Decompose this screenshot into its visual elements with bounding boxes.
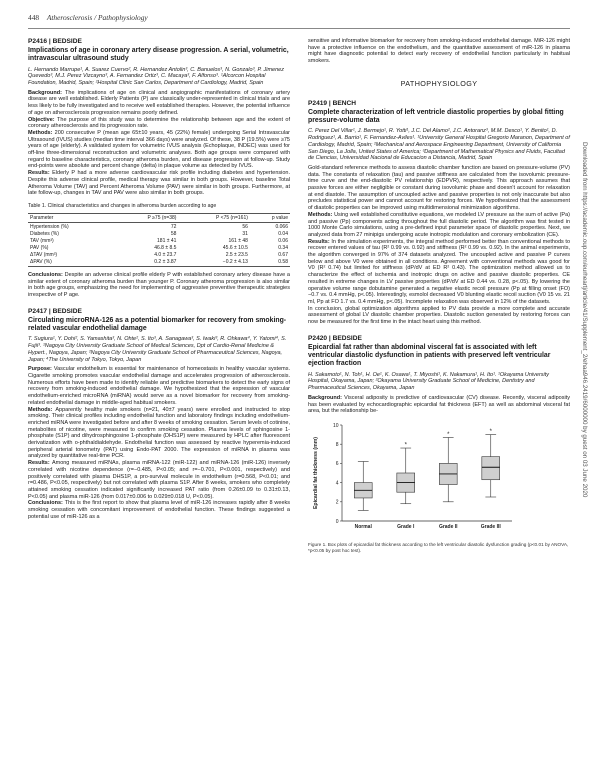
y-tick-label: 4 <box>335 480 339 487</box>
table-cell: Diabetes (%) <box>30 230 59 237</box>
right-column <box>308 38 570 563</box>
box <box>482 457 500 480</box>
x-tick-label: Grade III <box>480 523 501 530</box>
x-tick-label: Normal <box>354 523 372 530</box>
table-cell: PAV (%) <box>30 245 49 252</box>
abstract-paragraph: In conclusion, global optimization algorithms applied to PV data provide a more complete and accurate assessment of global LV diastolic chamber properties. Diastolic suction generated by restoring forces can now be measured for the first time in the intact heart using this method. <box>308 305 570 326</box>
table-cell: 46.8 ± 8.5 <box>154 245 177 252</box>
y-tick-label: 8 <box>335 441 339 448</box>
table-cell: 45.6 ± 10.5 <box>222 245 248 252</box>
abstract-p2417 <box>28 308 290 521</box>
table-cell: Hypertension (%) <box>30 223 69 230</box>
abstract-paragraph: Results: In the simulation experiments, the integral method performed better than conventional methods to recover entered values of tau (R² 0.99 vs. 0.92) and stiffness (R² 0.99 vs. 0.92). In the animal experiments, the algorithm converged in 97% of 374 datasets analyzed. The uncoupled active and passive P curves below and above V0 were obtained in all conditions. Agreement with conventional methods was good for V0 (R² 0.74) but limited for stiffness (dP/dV at ED R² 0.43). The optimization method allowed us to characterize the effect of ischemia and inotropic drugs on active and passive diastolic properties. CE resulted in extreme changes in LV passive properties (dP/dV at ED 0.44 vs. 0.28, p<.05). By lowering the operative volume range dobutamine generated a negative elastic recoil pressure (Pp at filling onset (FO) −0.7 vs. 0.4 mmHg, p<.05). Interestingly, esmolol decreased V0 blunting elastic recoil suction (V0 15 vs. 21 ml, Pp at FO 1.7 vs. 0.4 mmHg, p<.05). Incomplete relaxation was observed in 12% of the datasets. <box>308 238 571 305</box>
clinical-table <box>28 213 290 267</box>
epicardial-fat-boxplot <box>308 419 518 537</box>
table-row <box>28 259 290 267</box>
left-column <box>28 38 290 529</box>
table-row <box>28 237 290 244</box>
y-tick-label: 0 <box>335 518 339 525</box>
table-caption: Table 1. Clinical characteristics and changes in atheroma burden according to age <box>28 202 217 209</box>
table-cell: 4.0 ± 23.7 <box>154 252 177 259</box>
table-cell: 72 <box>170 223 177 230</box>
table-cell: 56 <box>242 223 248 230</box>
abstract-paragraph: Results: Among measured miRNAs, plasma miRNA-122 (miR-122) and miRNA-126 (miR-126) inversely correlated with nicotine dependence (r=−0.485, P<0.05; and r=−0.701, P<0.001, respectively) and positively correlated with plasma DHS1P, a pro-survival molecule in endothelium (r=0.568, P<0.01; and r=0.486, P<0.05, respectively) but not correlated with plasma S1P. After 8 weeks, smokers who completely attained smoking cessation indicated significantly increased PAT ratio (from 0.26±0.09 to 0.31±0.13, P<0.05) and plasma miR-126 (from 0.017±0.006 to 0.029±0.018 U, P<0.05). <box>28 460 290 500</box>
table-cell: 0.066 <box>275 223 288 230</box>
table-cell: TAV (mm³) <box>30 237 54 244</box>
abstract-paragraph: Methods: Apparently healthy male smokers (n=21, 40±7 years) were enrolled and instructed to stop smoking. Their clinical profiles including endothelial function and laboratory findings including endothelium-enriched miRNA were investigated before and after 8 weeks of smoking cessation. Serum levels of cotinine, metabolites of nicotine, were measured to confirm smoking cessation. Plasma levels of sphingosine 1-phosphate (S1P) and dihydrosphingosine 1-phosphate (DHS1P) were measured by HPLC after fluorescent derivatization with o-phthaldialdehyde. Endothelial function was assessed by reactive hyperemia-induced peripheral arterial tonometry (PAT) using Endo-PAT 2000. The expression of miRNA in plasma was analyzed by quantitative real-time PCR. <box>28 406 290 460</box>
table-cell: 0.34 <box>278 245 288 252</box>
abstract-paragraph: Methods: Using well established constitutive equations, we modeled LV pressure as the sum of active (Pa) and passive (Pp) components acting throughout the full diastolic period. The algorithm was first tested in 1000 Monte Carlo simulations, using a pre-defined input parameter space of diastolic properties. Next, we analyzed data from 27 minipigs undergoing acute inotropic modulation and coronary embolization (CE). <box>308 211 570 238</box>
running-head <box>28 13 148 22</box>
table-cell: −0.2 ± 4.13 <box>178 259 249 267</box>
abstract-title: Circulating microRNA-126 as a potential biomarker for recovery from smoking-related vascular endothelial damage <box>28 316 287 333</box>
abstract-label: P2417 | BEDSIDE <box>28 307 82 315</box>
abstract-paragraph: Gold-standard reference methods to assess diastolic chamber function are based on pressure-volume (PV) data. The constants of relaxation (tau) and passive stiffness are calculated from the isovolumic pressure-time curve and the end-diastolic PV relationship (EDPVR), respectively. This approach assumes that passive forces are either negligible or constant during isovolumic phase and doesn't account for relaxation at end diastole. The assumption of uncoupled active and passive properties is not only inaccurate but also precludes statistical power and cannot account for restoring forces. We hypothesized that the assessment of diastolic properties can be improved using multidimensional minimization algorithms. <box>308 164 570 212</box>
x-tick-label: Grade I <box>397 523 415 530</box>
table-header-cell: P ≥75 (n=38) <box>113 213 179 222</box>
table-cell: 0.06 <box>278 237 288 244</box>
abstract-authors: L. Hernando Marrupe¹, A. Suarez Cuervo², R. Hernandez Antolin³, C. Banuelos³, N. Gonzalo³, P. Jimenez Quevedo³, M.J. Perez Vizcayno³, A. Fernandez Ortiz³, C. Macaya³, F. Alfonso³. ¹Alcorcon Hospital Foundation, Madrid, Spain; ²Hospital Clinic San Carlos, Department of Cardiology, Madrid, Spain <box>28 66 284 86</box>
significance-marker: * <box>489 429 492 436</box>
significance-marker: * <box>447 431 450 438</box>
table-row <box>28 230 290 237</box>
section-heading: PATHOPHYSIOLOGY <box>400 78 478 88</box>
abstract-p2420 <box>308 335 570 554</box>
table-cell: 0.58 <box>250 259 290 267</box>
abstract-paragraph: Objective: The purpose of this study was to determine the relationship between age and the extent of coronary atherosclerosis and its progression rate. <box>28 116 291 130</box>
table-cell: ΔPAV (%) <box>28 259 113 267</box>
table-header-cell: p value <box>250 213 290 222</box>
y-tick-label: 6 <box>335 461 339 468</box>
y-tick-label: 10 <box>332 422 339 429</box>
abstract-authors: H. Sakamoto¹, N. Toh¹, H. Oe¹, K. Osawa¹, T. Miyoshi¹, K. Nakamura¹, H. Ito¹. ¹Okayama University Hospital, Okayama, Japan; ²Okayama University Graduate School of Medicine, Dentistry and Pharmaceutical Sciences, Okayama, Japan <box>308 371 550 392</box>
abstract-paragraph: Conclusions: Despite an adverse clinical profile elderly P with established coronary artery disease have a similar extent of coronary atheroma burden than younger P. Coronary atheroma progression is also similar in both age groups, emphasizing the need for implementing of aggressive preventive therapeutic strategies irrespective of P age. <box>28 272 290 299</box>
abstract-p2416 <box>28 38 290 299</box>
table-cell: 181 ± 41 <box>157 237 177 244</box>
table-row <box>28 252 290 259</box>
continued-text: sensitive and informative biomarker for recovery from smoking-induced endothelial damage. MiR-126 might have a protective influence on the endothelium, and the quantitative assessment of miR-126 in plasma might have diagnostic potential to detect early recovery of endothelial function particularly in habitual smokers. <box>308 38 570 65</box>
abstract-label: P2416 | BEDSIDE <box>28 38 82 45</box>
table-cell: 58 <box>170 230 177 237</box>
table-cell: 161 ± 48 <box>228 237 248 244</box>
significance-marker: * <box>404 442 407 449</box>
table-header-cell: P <75 (n=161) <box>178 213 249 222</box>
abstract-paragraph: Background: The implications of age on clinical and angiographic manifestations of coronary artery disease are well established. Elderly Patients (P) are classically under-represented in clinical trials and are less likely to be fully investigated and to receive well established therapies. However, the potential influence of age on atherosclerosis progression remains poorly defined. <box>28 89 290 116</box>
abstract-title: Implications of age in coronary artery disease progression. A serial, volumetric, intravascular ultrasound study <box>28 47 289 63</box>
table-cell: ΔTAV (mm³) <box>30 252 58 259</box>
y-tick-label: 2 <box>335 499 339 506</box>
x-tick-label: Grade II <box>438 523 458 530</box>
abstract-p2419 <box>308 100 570 326</box>
abstract-paragraph: Methods: 200 consecutive P (mean age 65±10 years, 45 (22%) female) undergoing Serial Intravascular Ultrasound (IVUS) studies (median time interval 366 days) were analyzed. Of these, 38 P (19.5%) were ≥75 years of age (elderly). A validated system for volumetric IVUS analysis (Echoplaque, INDEC) was used for off-line three-dimensional reconstruction and volumetric analyses. Both age groups were compared with regard to baseline characteristics, coronary atheroma burden, and disease progression at follow-up. Study end-points were absolute and percent change (delta) in plaque volume as detected by IVUS. <box>28 129 290 170</box>
header-rule <box>28 28 570 29</box>
figure-caption: Figure 1. Box plots of epicardial fat thickness according to the left ventricular diastolic dysfunction grading (p<0.01 by ANOVA, *p<0.05 by post hoc test). <box>308 541 569 553</box>
download-watermark: Downloaded from https://academic.oup.com/eurheartj/article/41/Supplement_2/ehaa946.2419/6000000 by guest on 03 June 2020 <box>581 142 588 498</box>
abstract-title: Epicardial fat rather than abdominal visceral fat is associated with left ventricular diastolic dysfunction in patients with preserved left ventricular ejection fraction <box>308 343 551 368</box>
table-row <box>28 245 290 252</box>
abstract-paragraph: Background: Visceral adiposity is predictive of cardiovascular (CV) disease. Recently, visceral adiposity has been evaluated by echocardiographic epicardial fat thickness (EFT) as well as abdominal visceral fat area, but the relationship be- <box>308 394 570 415</box>
abstract-label: P2419 | BENCH <box>308 99 357 107</box>
table-header-cell: Parameter <box>28 213 113 222</box>
abstract-paragraph: Results: Elderly P had a more adverse cardiovascular risk profile including diabetes and hypertension. Despite this adverse clinical profile, medical therapy was similar in both groups. However, baseline Total Atheroma Volume (TAV) and Percent Atheroma Volume (PAV) were similar in both groups. Furthermore, at late follow-up, changes in TAV and PAV were also similar in both groups. <box>28 170 290 197</box>
page-number: 448 <box>28 13 40 22</box>
journal-section: Atherosclerosis / Pathophysiology <box>46 13 148 22</box>
abstract-paragraph: Purpose: Vascular endothelium is essential for maintenance of homeostasis in healthy vascular systems. Cigarette smoking promotes vascular endothelial damage and accelerates progression of atherosclerosis. Numerous efforts have been made to identify reliable and predictive biomarkers to detect the early signs of recovery from smoking-induced endothelial damage. We hypothesized that the expression of vascular endothelium-enriched microRNA (miRNA) would serve as a novel biomarker for recovery from smoking-related endothelial damage in middle-aged habitual smokers. <box>28 366 290 406</box>
table-cell: 0.04 <box>278 230 288 237</box>
table-cell: 0.2 ± 3.87 <box>113 259 179 267</box>
table-body <box>28 222 290 266</box>
abstract-title: Complete characterization of left ventricle diastolic properties by global fitting pressure-volume data <box>308 108 564 125</box>
figure-1 <box>308 419 570 554</box>
abstract-label: P2420 | BEDSIDE <box>308 334 362 342</box>
abstract-authors: T. Sugiura¹, Y. Dohi², S. Yamashita³, N. Ohte², S. Ito³, A. Sanagawa³, S. Iwaki³, R. Ohkawa⁴, Y. Yatomi⁴, S. Fujii³. ¹Nagoya City University Graduate School of Medical Sciences, Dpt of Cardio-Renal Medicine & Hypert., Nagoya, Japan; ²Nagoya City University Graduate School of Pharmaceutical Sciences, Nagoya, Japan; ⁴The University of Tokyo, Tokyo, Japan <box>28 336 287 363</box>
table-cell: 31 <box>242 230 248 237</box>
abstract-authors: C. Perez Del Villar¹, J. Bermejo¹, R. Yotti¹, J.C. Del Alamo², J.C. Antoranz³, M.M. Desco¹, Y. Benito¹, D. Rodriguez¹, A. Barrio¹, F. Fernandez-Aviles¹. ¹University General Hospital Gregorio Maranon, Department of Cardiology, Madrid, Spain; ²Mechanical and Aerospace Engineering Department, University of California San Diego, La Jolla, United States of America; ³Department of Mathematical Physics and Fluids, Facultad de Ciencias, Universidad Nacional de Educacion a Distancia, Madrid, Spain <box>308 128 570 162</box>
table-row <box>28 222 290 230</box>
table-cell: 0.67 <box>278 252 288 259</box>
abstract-paragraph: Conclusions: This is the first report to show that plasma level of miR-126 increases rapidly after 8 weeks smoking cessation with concomitant improvement of endothelial function. These findings suggested a potential use of miR-126 as a <box>28 500 291 520</box>
table-cell: 2.5 ± 23.5 <box>225 252 248 259</box>
table-header-row <box>28 213 290 222</box>
y-axis-label: Epicardial fat thickness (mm) <box>313 436 319 509</box>
